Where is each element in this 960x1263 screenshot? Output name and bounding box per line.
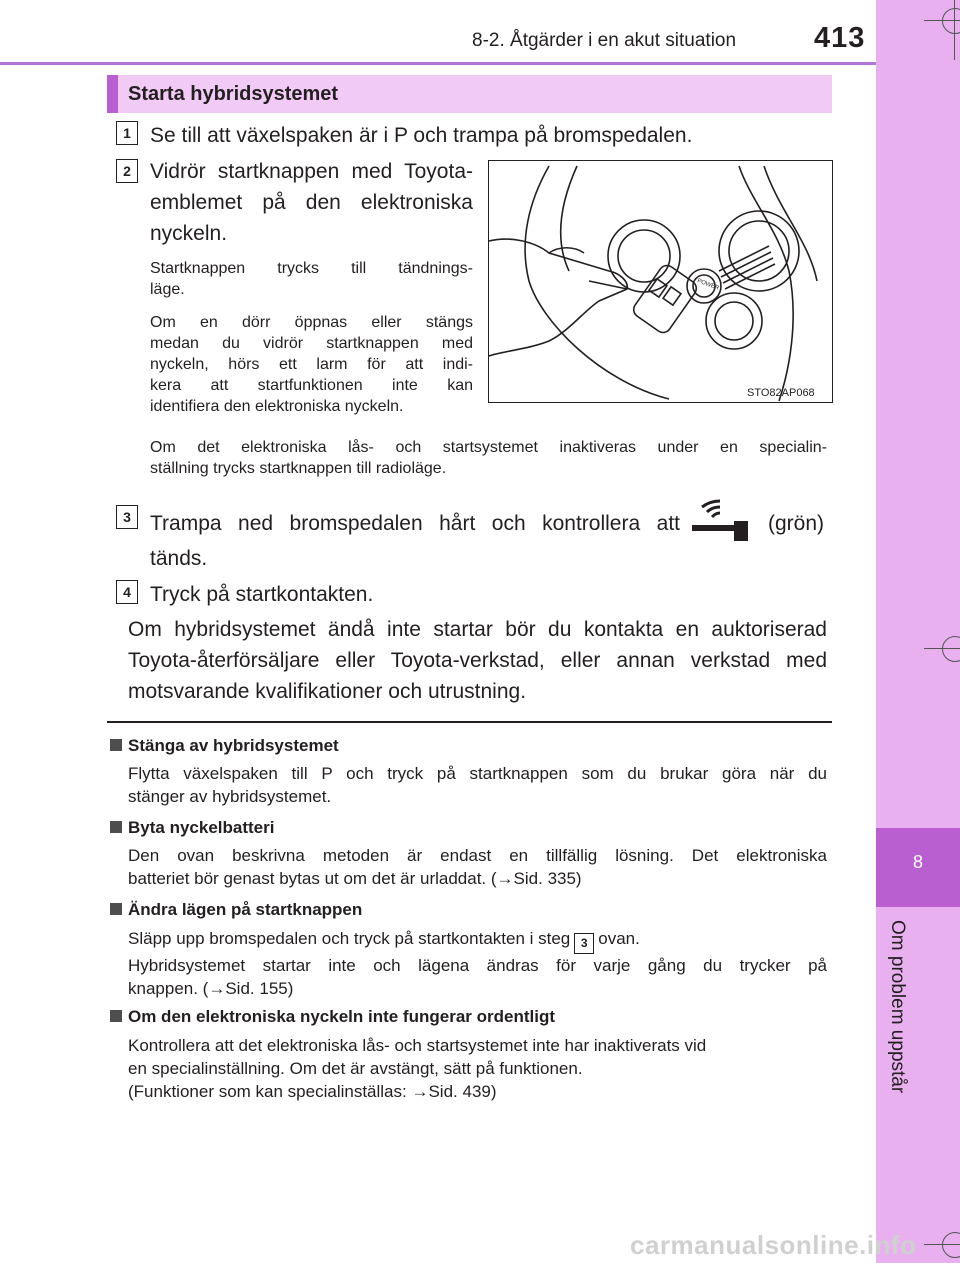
- text-line: Startknappen trycks till tändnings-: [150, 260, 473, 277]
- step-badge-2: 2: [116, 159, 138, 183]
- square-bullet-icon: [110, 739, 122, 751]
- text-fragment: batteriet bör genast bytas ut om det är urladdat. (: [128, 869, 497, 888]
- crop-mark-line: [924, 648, 960, 649]
- note-title: Ändra lägen på startknappen: [128, 900, 363, 919]
- text-line: [128, 1080, 827, 1103]
- note-body: [128, 762, 827, 808]
- section-divider: [107, 721, 832, 723]
- crop-mark-line: [954, 0, 955, 60]
- text-line: Om det elektroniska lås- och startsystemet inaktiveras under en specialin-: [150, 439, 827, 456]
- text-line: Toyota-återförsäljare eller Toyota-verkstad, eller annan verkstad med: [128, 649, 827, 672]
- arrow-right-icon: →: [496, 869, 514, 888]
- step-2-note-2: [150, 312, 473, 417]
- page-reference-link[interactable]: Sid. 335): [513, 869, 582, 888]
- page-number: 413: [814, 22, 866, 54]
- note-body: [128, 1034, 827, 1103]
- text-line: Den ovan beskrivna metoden är endast en tillfällig lösning. Det elektroniska: [128, 846, 827, 865]
- text-line: nyckeln, hörs ett larm för att indi-: [150, 356, 473, 373]
- illustration-code: STO82AP068: [747, 387, 815, 399]
- step-3-color: (grön): [768, 512, 825, 535]
- step-badge-inline: 3: [574, 933, 594, 954]
- arrow-right-icon: →: [411, 1082, 429, 1101]
- note-body: [128, 844, 827, 890]
- note-body: [128, 927, 827, 1000]
- chapter-title: [877, 920, 917, 1200]
- step-3-text: [150, 508, 680, 539]
- text-fragment: knappen. (: [128, 979, 209, 998]
- text-line: Vidrör startknappen med Toyota-: [150, 160, 473, 183]
- text-fragment: (Funktioner som kan specialinställas:: [128, 1082, 412, 1101]
- text-line: Trampa ned bromspedalen hårt och kontrollera att: [150, 512, 680, 535]
- arrow-right-icon: →: [208, 979, 226, 998]
- section-title: 8-2. Åtgärder i en akut situation: [472, 30, 737, 51]
- note-heading: [110, 736, 339, 756]
- text-line: ställning trycks startknappen till radioläge.: [150, 460, 447, 477]
- note-title: Stänga av hybridsystemet: [128, 736, 339, 755]
- key-start-illustration: [488, 160, 833, 403]
- power-button-label: POWER: [696, 278, 720, 292]
- text-line: [128, 867, 827, 890]
- note-title: Om den elektroniska nyckeln inte fungerar ordentligt: [128, 1007, 555, 1026]
- note-heading: [110, 818, 274, 838]
- text-line: [128, 977, 827, 1000]
- text-line: Flytta växelspaken till P och tryck på startknappen som du brukar göra när du: [128, 764, 827, 783]
- chapter-number: 8: [912, 852, 923, 872]
- hand-key-power-button-icon: [489, 161, 832, 402]
- text-line: läge.: [150, 281, 185, 298]
- step-4-text: Tryck på startkontakten.: [150, 583, 374, 606]
- text-fragment: Släpp upp bromspedalen och tryck på startkontakten i steg: [128, 929, 571, 948]
- page-reference-link[interactable]: Sid. 155): [225, 979, 294, 998]
- text-line: nyckeln.: [150, 222, 228, 245]
- text-line: identifiera den elektroniska nyckeln.: [150, 398, 404, 415]
- step-2-note-3: [150, 437, 827, 479]
- watermark: carmanualsonline.info: [630, 1230, 917, 1260]
- step-badge-1: 1: [116, 121, 138, 145]
- note-heading: [110, 900, 362, 920]
- note-heading: [110, 1007, 555, 1027]
- note-title: Byta nyckelbatteri: [128, 818, 275, 837]
- square-bullet-icon: [110, 903, 122, 915]
- text-line: Om hybridsystemet ändå inte startar bör du kontakta en auktoriserad: [128, 618, 827, 641]
- step-2-text: [150, 156, 473, 249]
- text-line: medan du vidrör startknappen med: [150, 335, 473, 352]
- text-line: Hybridsystemet startar inte och lägena ändras för varje gång du trycker på: [128, 956, 827, 975]
- text-line: [128, 927, 827, 954]
- text-fragment: ovan.: [598, 929, 640, 948]
- closing-paragraph: [128, 614, 827, 707]
- square-bullet-icon: [110, 821, 122, 833]
- text-line: en specialinställning. Om det är avstängt, sätt på funktionen.: [128, 1059, 583, 1078]
- step-3-text-line2: tänds.: [150, 547, 208, 570]
- text-line: stänger av hybridsystemet.: [128, 787, 332, 806]
- main-heading: Starta hybridsystemet: [128, 83, 339, 105]
- step-1-text: Se till att växelspaken är i P och trampa på bromspedalen.: [150, 124, 693, 147]
- ready-indicator-icon: [690, 497, 752, 541]
- step-badge-3: 3: [116, 505, 138, 529]
- text-line: kera att startfunktionen inte kan: [150, 377, 473, 394]
- square-bullet-icon: [110, 1010, 122, 1022]
- header-rule: [0, 62, 876, 65]
- step-2-note-1: [150, 258, 473, 300]
- text-line: emblemet på den elektroniska: [150, 191, 473, 214]
- crop-mark-line: [924, 1244, 960, 1245]
- step-badge-4: 4: [116, 580, 138, 604]
- heading-accent: [107, 75, 118, 113]
- chapter-title-text: Om problem uppstår: [887, 920, 908, 1094]
- text-line: Om en dörr öppnas eller stängs: [150, 314, 473, 331]
- text-line: motsvarande kvalifikationer och utrustning.: [128, 680, 527, 703]
- text-line: Kontrollera att det elektroniska lås- och startsystemet inte har inaktiverats vid: [128, 1036, 707, 1055]
- page-reference-link[interactable]: Sid. 439): [428, 1082, 497, 1101]
